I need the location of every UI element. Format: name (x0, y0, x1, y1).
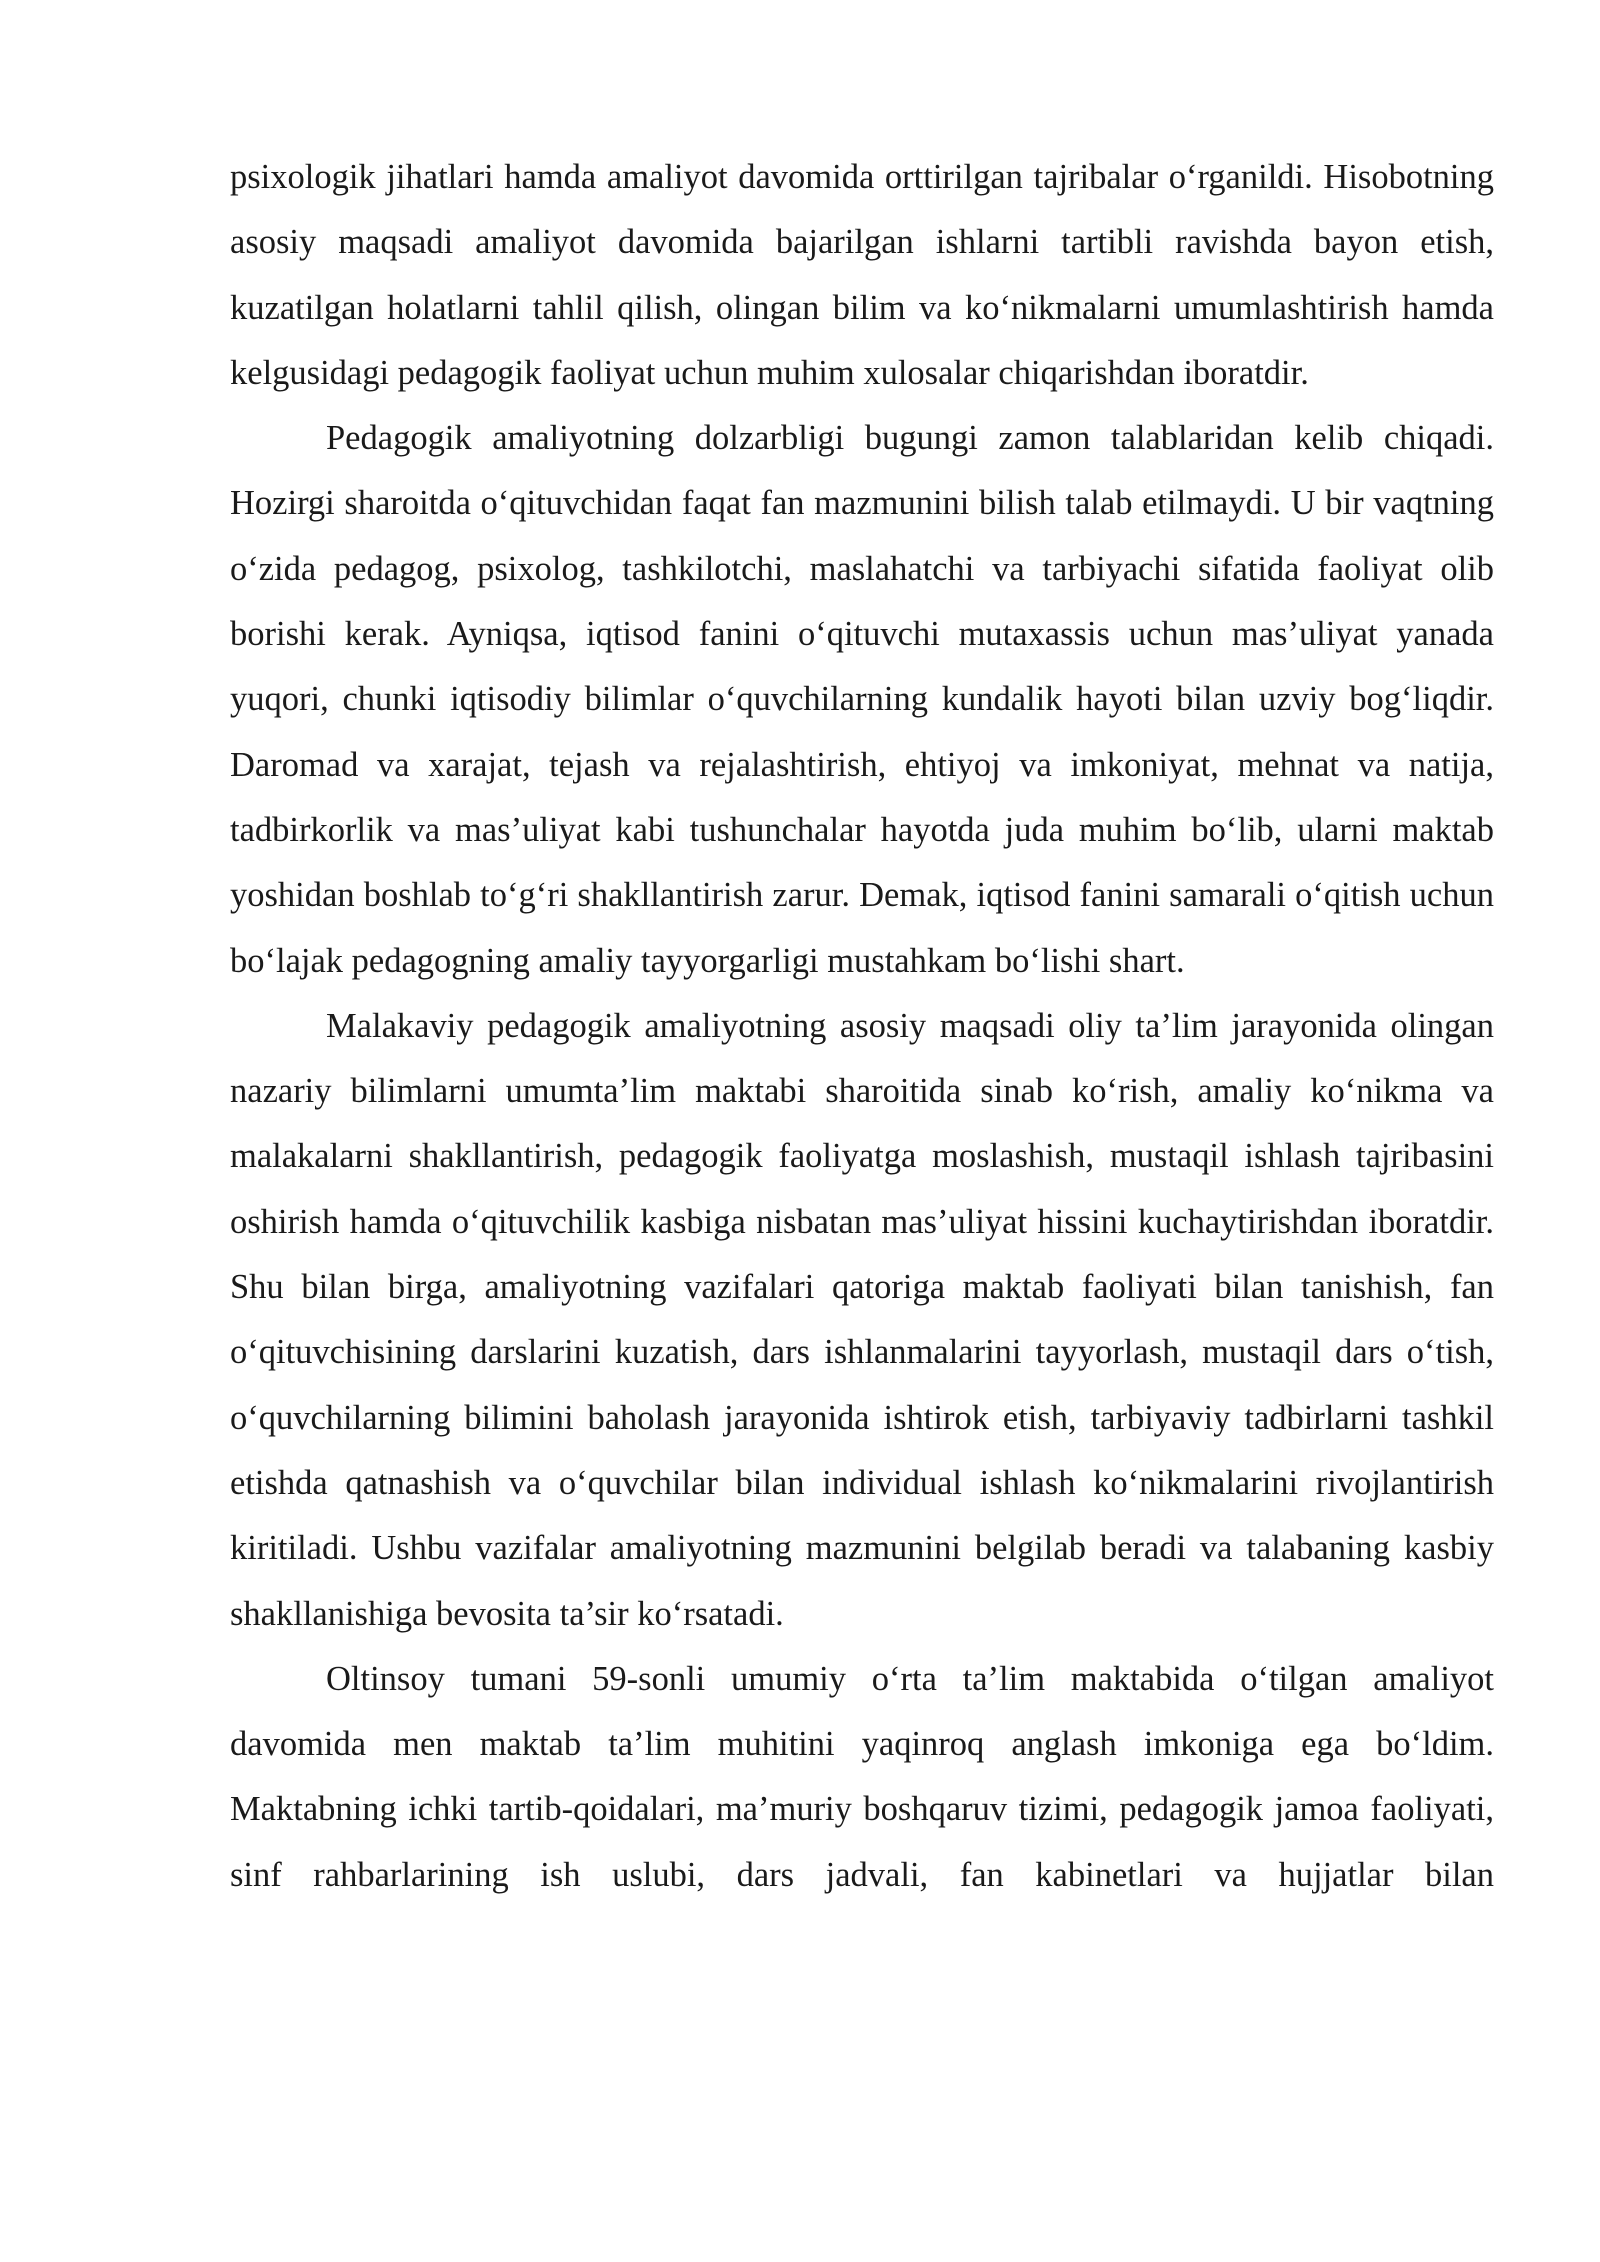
paragraph-1: psixologik jihatlari hamda amaliyot davomida orttirilgan tajribalar o‘rganildi. Hisobotning asosiy maqsadi amaliyot davomida bajarilgan ishlarni tartibli ravishda bayon etish, kuzatilgan holatlarni tahlil qilish, olingan bilim va ko‘nikmalarni umumlashtirish hamda kelgusidagi pedagogik faoliyat uchun muhim xulosalar chiqarishdan iboratdir. (230, 158, 1494, 392)
paragraph-3: Malakaviy pedagogik amaliyotning asosiy maqsadi oliy ta’lim jarayonida olingan nazariy bilimlarni umumta’lim maktabi sharoitida sinab ko‘rish, amaliy ko‘nikma va malakalarni shakllantirish, pedagogik faoliyatga moslashish, mustaqil ishlash tajribasini oshirish hamda o‘qituvchilik kasbiga nisbatan mas’uliyat hissini kuchaytirishdan iboratdir. Shu bilan birga, amaliyotning vazifalari qatoriga maktab faoliyati bilan tanishish, fan o‘qituvchisining darslarini kuzatish, dars ishlanmalarini tayyorlash, mustaqil dars o‘tish, o‘quvchilarning bilimini baholash jarayonida ishtirok etish, tarbiyaviy tadbirlarni tashkil etishda qatnashish va o‘quvchilar bilan individual ishlash ko‘nikmalarini rivojlantirish kiritiladi. Ushbu vazifalar amaliyotning mazmunini belgilab beradi va talabaning kasbiy shakllanishiga bevosita ta’sir ko‘rsatadi. (230, 1006, 1494, 1633)
paragraph-4: Oltinsoy tumani 59-sonli umumiy o‘rta ta’lim maktabida o‘tilgan amaliyot davomida men maktab ta’lim muhitini yaqinroq anglash imkoniga ega bo‘ldim. Maktabning ichki tartib-qoidalari, ma’muriy boshqaruv tizimi, pedagogik jamoa faoliyati, sinf rahbarlarining ish uslubi, dars jadvali, fan kabinetlari va hujjatlar bilan (230, 1659, 1494, 1894)
document-body (230, 145, 1494, 1908)
paragraph-2: Pedagogik amaliyotning dolzarbligi bugungi zamon talablaridan kelib chiqadi. Hozirgi sharoitda o‘qituvchidan faqat fan mazmunini bilish talab etilmaydi. U bir vaqtning o‘zida pedagog, psixolog, tashkilotchi, maslahatchi va tarbiyachi sifatida faoliyat olib borishi kerak. Ayniqsa, iqtisod fanini o‘qituvchi mutaxassis uchun mas’uliyat yanada yuqori, chunki iqtisodiy bilimlar o‘quvchilarning kundalik hayoti bilan uzviy bog‘liqdir. Daromad va xarajat, tejash va rejalashtirish, ehtiyoj va imkoniyat, mehnat va natija, tadbirkorlik va mas’uliyat kabi tushunchalar hayotda juda muhim bo‘lib, ularni maktab yoshidan boshlab to‘g‘ri shakllantirish zarur. Demak, iqtisod fanini samarali o‘qitish uchun bo‘lajak pedagogning amaliy tayyorgarligi mustahkam bo‘lishi shart. (230, 419, 1494, 980)
